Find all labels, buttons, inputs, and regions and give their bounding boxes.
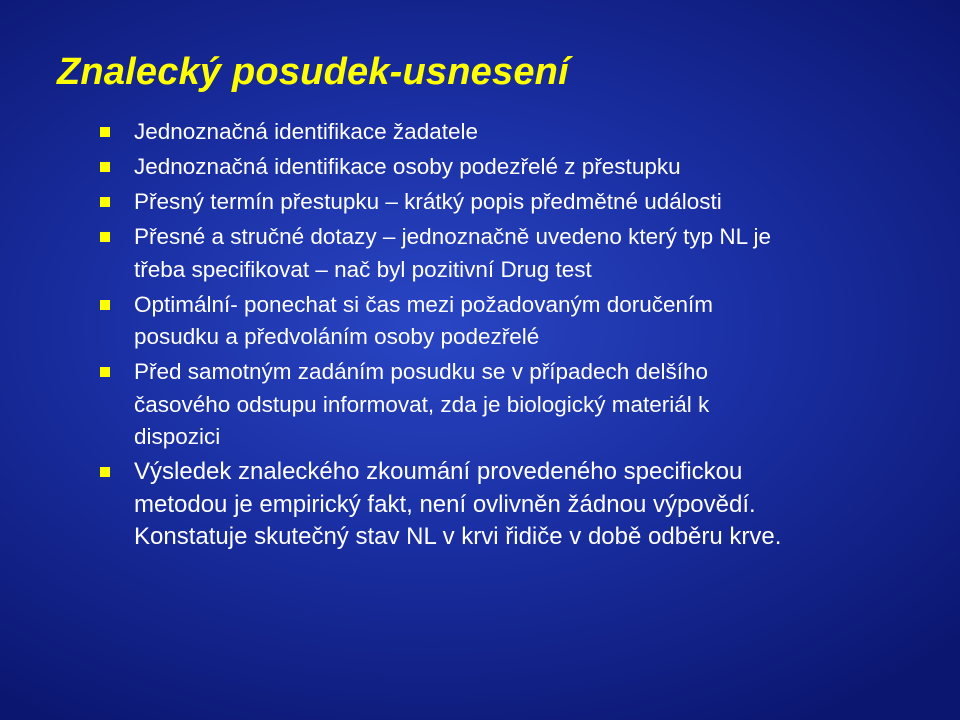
bullet-text: Jednoznačná identifikace osoby podezřelé z přestupku	[134, 154, 681, 179]
bullet-text: Přesné a stručné dotazy – jednoznačně uvedeno který typ NL je třeba specifikovat – nač byl pozitivní Drug test	[134, 224, 772, 282]
bullet-item	[100, 186, 910, 219]
bullet-item	[100, 289, 910, 354]
bullet-item	[100, 116, 910, 149]
bullet-item	[100, 356, 910, 454]
square-bullet-icon	[100, 162, 110, 172]
square-bullet-icon	[100, 127, 110, 137]
slide-title: Znalecký posudek-usnesení	[57, 51, 569, 93]
bullet-text: Před samotným zadáním posudku se v případech delšího časového odstupu informovat, zda je biologický materiál k dispozici	[134, 359, 710, 449]
bullet-item	[100, 456, 910, 554]
bullet-list	[100, 116, 910, 556]
square-bullet-icon	[100, 232, 110, 242]
bullet-item	[100, 221, 910, 286]
square-bullet-icon	[100, 300, 110, 310]
bullet-text: Přesný termín přestupku – krátký popis předmětné události	[134, 189, 722, 214]
bullet-item	[100, 151, 910, 184]
square-bullet-icon	[100, 467, 110, 477]
bullet-text: Jednoznačná identifikace žadatele	[134, 119, 478, 144]
square-bullet-icon	[100, 197, 110, 207]
bullet-text: Optimální- ponechat si čas mezi požadovaným doručením posudku a předvoláním osoby podezřelé	[134, 291, 714, 349]
square-bullet-icon	[100, 367, 110, 377]
bullet-text: Výsledek znaleckého zkoumání provedeného specifickou metodou je empirický fakt, není ovlivněn žádnou výpovědí. Konstatuje skutečný stav NL v krvi řidiče v době odběru krve.	[134, 458, 782, 550]
